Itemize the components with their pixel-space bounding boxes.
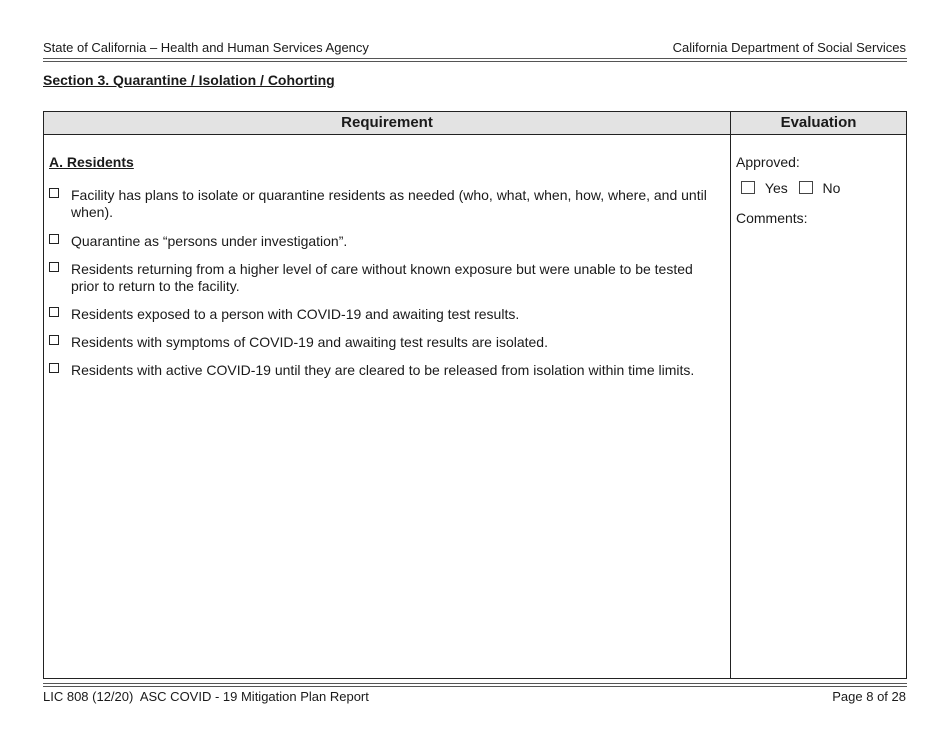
- requirement-item: [49, 362, 719, 379]
- requirement-checkbox[interactable]: [49, 188, 59, 198]
- footer-page-number: Page 8 of 28: [832, 689, 906, 704]
- comments-label: Comments:: [736, 210, 808, 226]
- table-header: [44, 112, 906, 135]
- requirement-item: [49, 306, 719, 323]
- requirement-text: Quarantine as “persons under investigation”.: [71, 233, 348, 249]
- header-rule: [43, 58, 907, 59]
- yes-checkbox[interactable]: [741, 181, 755, 194]
- requirement-checkbox[interactable]: [49, 234, 59, 244]
- requirement-text: Residents exposed to a person with COVID-19 and awaiting test results.: [71, 306, 520, 322]
- requirement-text: Residents returning from a higher level of care without known exposure but were unable to be tested prior to return to the facility.: [71, 261, 693, 294]
- yes-label: Yes: [764, 180, 788, 196]
- approval-options: [741, 180, 840, 196]
- footer-rule: [43, 683, 907, 684]
- no-checkbox[interactable]: [799, 181, 813, 194]
- column-header-requirement: Requirement: [341, 114, 433, 131]
- requirement-checkbox[interactable]: [49, 262, 59, 272]
- requirement-checkbox[interactable]: [49, 363, 59, 373]
- column-header-evaluation: Evaluation: [780, 114, 857, 131]
- header-rule-double: [43, 61, 907, 62]
- requirement-text: Residents with active COVID-19 until they are cleared to be released from isolation within time limits.: [71, 362, 695, 378]
- requirement-item: [49, 334, 719, 351]
- approved-label: Approved:: [736, 154, 800, 170]
- requirement-item: [49, 233, 719, 250]
- header-department: California Department of Social Services: [672, 40, 906, 55]
- header-agency: State of California – Health and Human Services Agency: [43, 40, 369, 55]
- subsection-title: A. Residents: [49, 154, 134, 170]
- footer-form-id: LIC 808 (12/20) ASC COVID - 19 Mitigation Plan Report: [43, 689, 369, 704]
- footer-rule-double: [43, 686, 907, 687]
- requirement-item: [49, 187, 719, 221]
- requirement-text: Residents with symptoms of COVID-19 and awaiting test results are isolated.: [71, 334, 548, 350]
- column-divider: [730, 112, 731, 678]
- requirement-checkbox[interactable]: [49, 335, 59, 345]
- requirement-checkbox[interactable]: [49, 307, 59, 317]
- requirement-text: Facility has plans to isolate or quarantine residents as needed (who, what, when, how, where, and until when).: [71, 187, 707, 220]
- no-label: No: [822, 180, 841, 196]
- requirements-table: [43, 111, 907, 679]
- requirement-item: [49, 261, 719, 295]
- section-title: Section 3. Quarantine / Isolation / Cohorting: [43, 72, 335, 88]
